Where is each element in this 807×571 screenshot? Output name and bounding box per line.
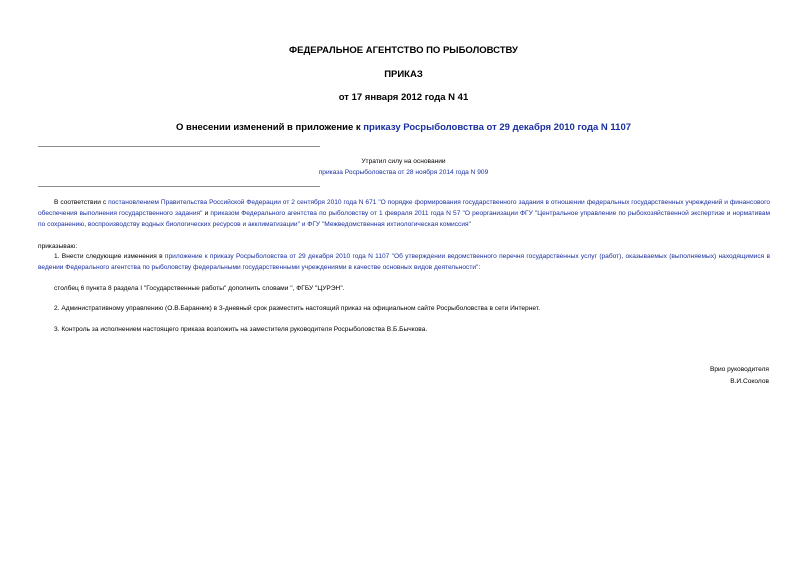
repeal-note: Утратил силу на основании [361,158,446,165]
item-1-text: 1. Внести следующие изменения в [54,253,165,260]
agency-order-link[interactable]: приказом Федерального агентства по рыболовству от 1 февраля 2011 года N 57 "О реорганизации ФГУ "Центральное управление по рыбохозяйственной экспертизе и нормативам по сохранению, воспроизводству водных биологических ресурсов и акклиматизации" и ФГУ "Межведомственная ихтиологическая комиссия" [38,210,770,228]
document-subject [0,122,807,133]
repeal-order-link[interactable]: приказа Росрыболовства от 28 ноября 2014 года N 909 [318,169,489,176]
subject-prefix: О внесении изменений в приложение к [175,122,364,133]
appendix-order-link[interactable]: приложение к приказу Росрыболовства от 29 декабря 2010 года N 1107 "Об утверждении ведомственного перечня государственных услуг (работ), оказываемых (выполняемых) находящимися в ведении Федерального агентства по рыболовству федеральными государственными учреждениями в качестве основных видов деятельности" [38,253,770,271]
item-2-paragraph: 2. Административному управлению (О.В.Баранник) в 3-дневный срок разместить настоящий приказ на официальном сайте Росрыболовства в сети Интернет. [54,305,540,312]
divider-bottom [38,186,320,187]
item-1-colon: : [478,264,481,271]
signatory-name: В.И.Соколов [730,378,769,385]
agency-title: ФЕДЕРАЛЬНОЕ АГЕНТСТВО ПО РЫБОЛОВСТВУ [289,45,518,56]
signatory-position: Врио руководителя [709,366,769,373]
preamble-paragraph [38,197,770,230]
subject-order-link[interactable]: приказу Росрыболовства от 29 декабря 2010 года N 1107 [363,122,632,133]
government-decree-link[interactable]: постановлением Правительства Российской Федерации от 2 сентября 2010 года N 671 "О порядке формирования государственного задания в отношении федеральных государственных учреждений и финансового обеспечения выполнения государственного задания" [38,199,771,217]
preamble-text-1: В соответствии с [54,199,109,206]
item-3-paragraph: 3. Контроль за исполнением настоящего приказа возложить на заместителя руководителя Росрыболовства В.Б.Бычкова. [54,326,428,333]
preamble-text-2: и [202,210,211,217]
document-type: ПРИКАЗ [384,69,423,80]
item-1-paragraph [38,251,770,273]
document-date-number: от 17 января 2012 года N 41 [338,92,469,103]
column-change-paragraph: столбец 6 пункта 8 раздела I "Государственные работы" дополнить словами ", ФГБУ "ЦУРЭН". [54,285,345,292]
divider-top [38,146,320,147]
order-word: приказываю: [38,243,78,250]
